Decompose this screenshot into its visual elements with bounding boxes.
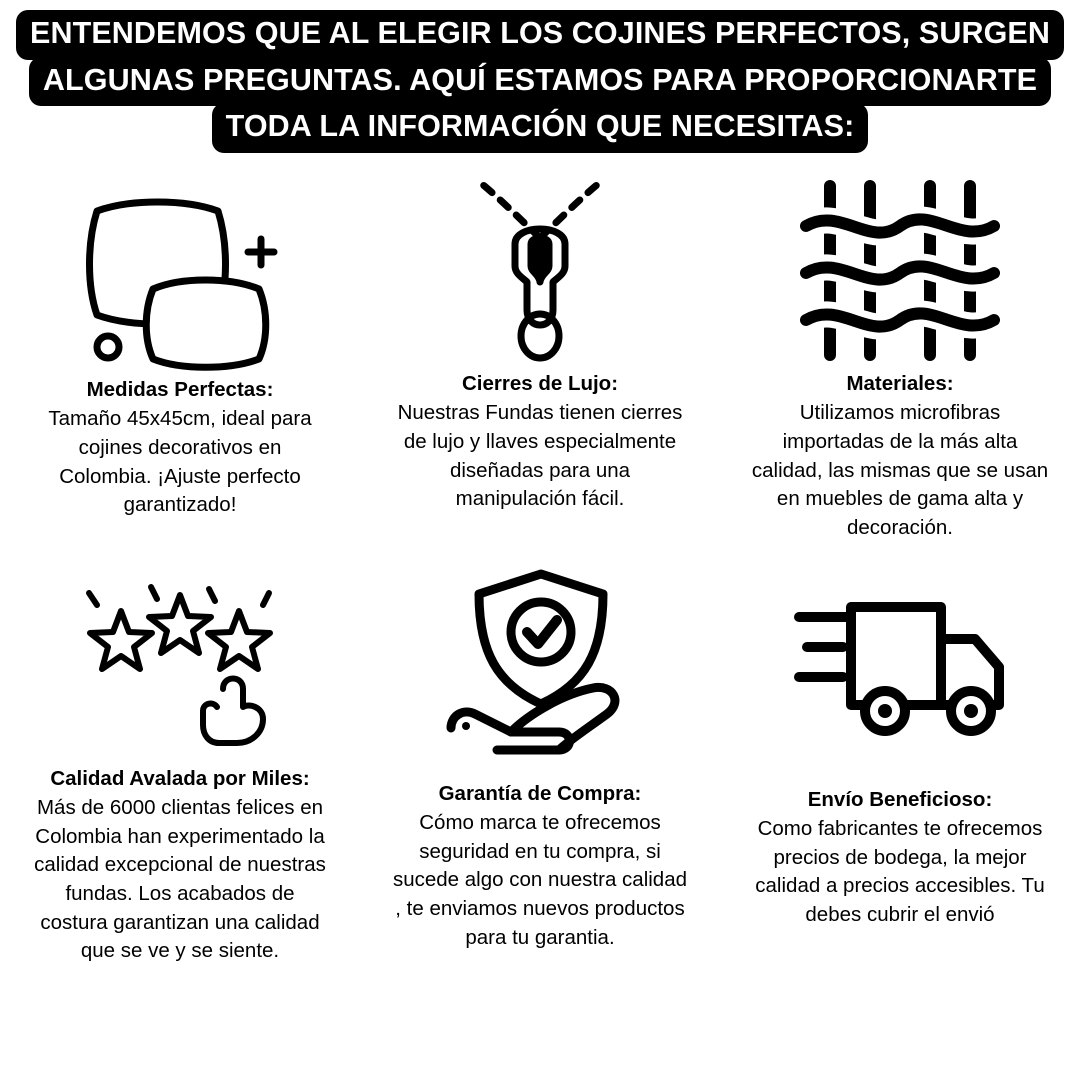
feature-title: Cierres de Lujo: (461, 372, 619, 395)
feature-title: Garantía de Compra: (438, 781, 642, 805)
feature-body: Nuestras Fundas tienen cierres de lujo y llaves especialmente diseñadas para una manipulación fácil. (397, 401, 683, 511)
features-grid (0, 170, 1080, 966)
star-rating-icon (24, 561, 336, 757)
header-line-1: ENTENDEMOS QUE AL ELEGIR LOS COJINES PERFECTOS, SURGEN (16, 10, 1064, 60)
feature-item-calidad-avalada (0, 561, 360, 966)
feature-item-envio-beneficioso (720, 561, 1080, 966)
woven-fabric-icon (744, 170, 1056, 370)
feature-title: Materiales: (846, 372, 954, 395)
feature-title: Envío Beneficioso: (807, 787, 993, 811)
delivery-truck-icon (744, 561, 1056, 776)
feature-body: Tamaño 45x45cm, ideal para cojines decorativos en Colombia. ¡Ajuste perfecto garantizado! (48, 407, 312, 517)
feature-title: Calidad Avalada por Miles: (50, 766, 310, 790)
feature-item-garantia-de-compra (360, 561, 720, 966)
feature-title: Medidas Perfectas: (86, 378, 274, 401)
feature-body: Como fabricantes te ofrecemos precios de bodega, la mejor calidad a precios accesibles. Tu debes cubrir el envió (755, 817, 1045, 927)
feature-body: Más de 6000 clientas felices en Colombia han experimentado la calidad excepcional de nuestras fundas. Los acabados de costura garantizan una calidad que se ve y se siente. (34, 796, 326, 963)
pillows-icon (24, 176, 336, 376)
header-line-3: TODA LA INFORMACIÓN QUE NECESITAS: (212, 103, 869, 153)
feature-item-materiales (720, 170, 1080, 543)
feature-body: Cómo marca te ofrecemos seguridad en tu compra, si sucede algo con nuestra calidad , te enviamos nuevos productos para tu garantia. (392, 811, 688, 949)
feature-item-medidas-perfectas (0, 170, 360, 543)
header-line-2: ALGUNAS PREGUNTAS. AQUÍ ESTAMOS PARA PROPORCIONARTE (29, 57, 1051, 107)
zipper-icon (384, 170, 696, 370)
feature-body: Utilizamos microfibras importadas de la más alta calidad, las mismas que se usan en muebles de gama alta y decoración. (751, 401, 1049, 540)
shield-check-hand-icon (384, 561, 696, 776)
feature-item-cierres-de-lujo (360, 170, 720, 543)
header-banner (0, 0, 1080, 154)
